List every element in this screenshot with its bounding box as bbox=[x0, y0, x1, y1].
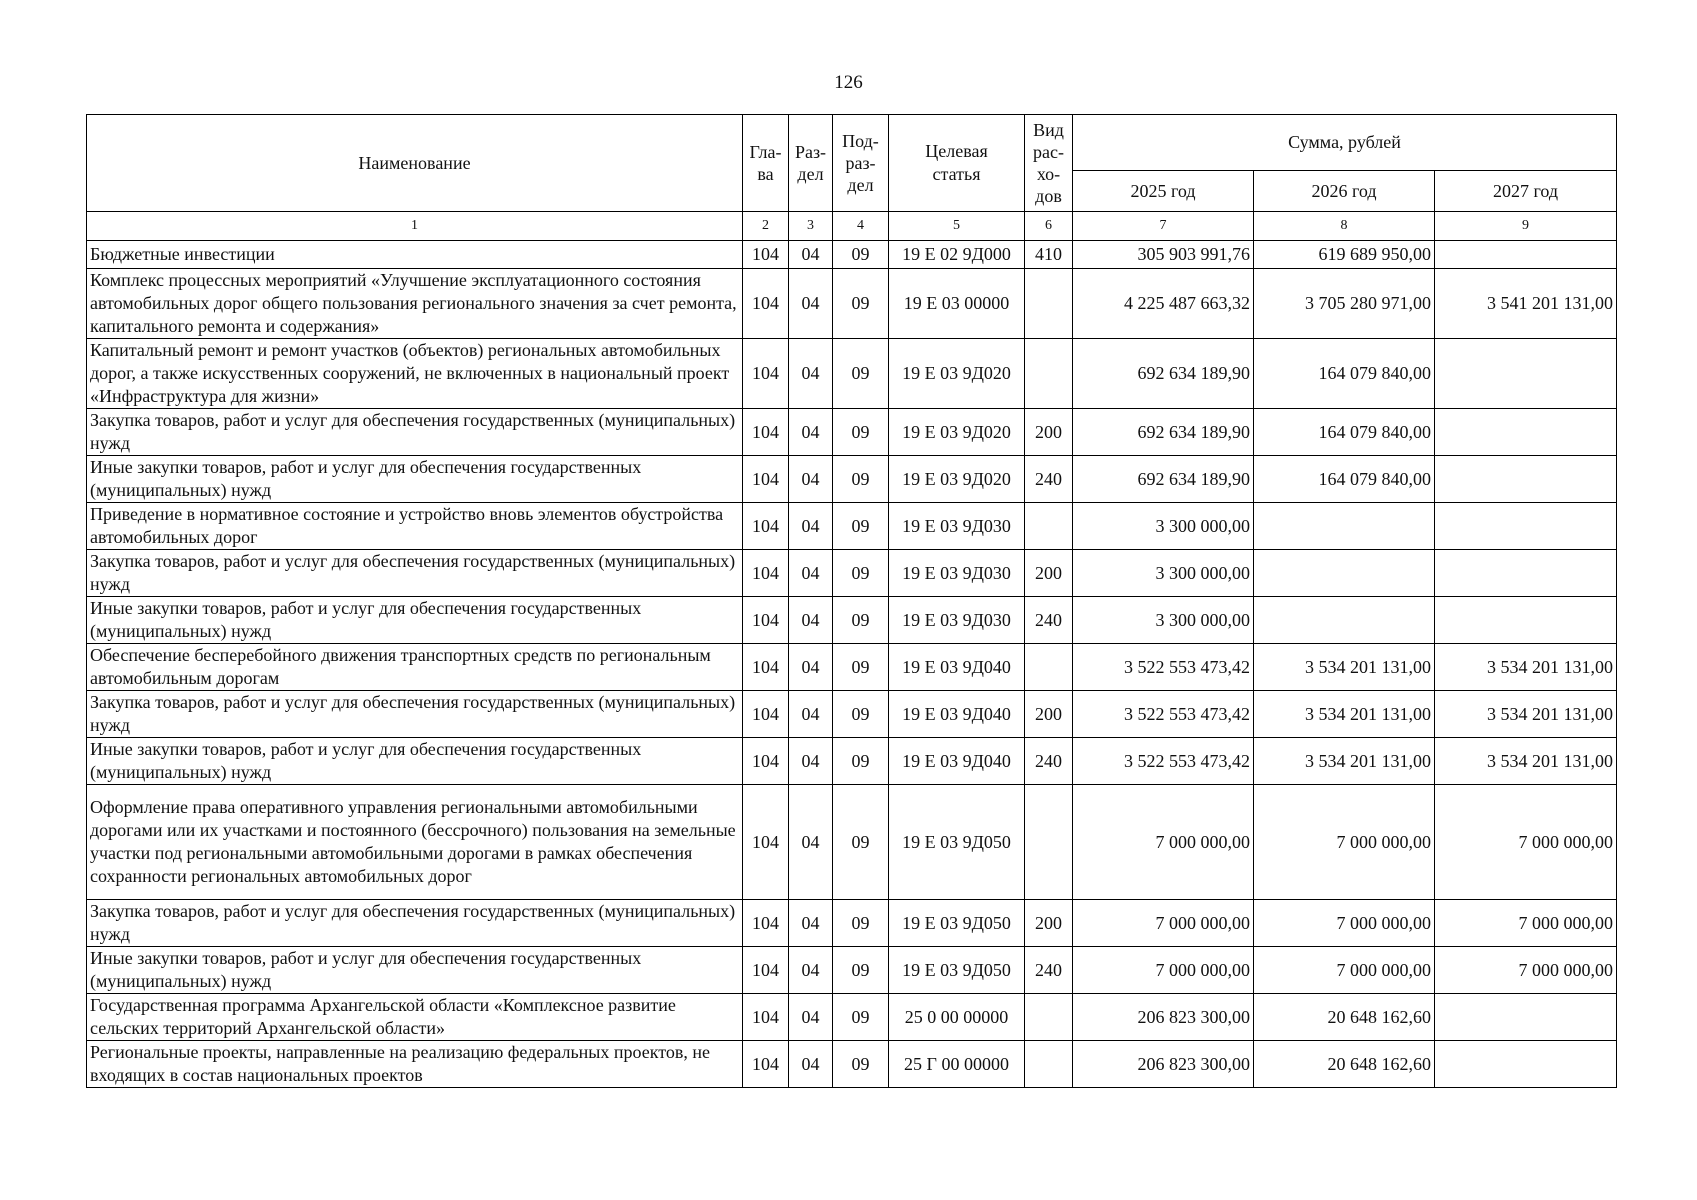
row-razdel: 04 bbox=[789, 550, 833, 597]
row-expense-type: 200 bbox=[1025, 409, 1073, 456]
column-numbers-row bbox=[87, 212, 1617, 241]
row-podrazdel: 09 bbox=[833, 597, 889, 644]
row-expense-type: 200 bbox=[1025, 550, 1073, 597]
row-glava: 104 bbox=[743, 339, 789, 409]
row-razdel: 04 bbox=[789, 269, 833, 339]
row-amount-2026 bbox=[1254, 597, 1435, 644]
row-target-article: 19 Е 03 00000 bbox=[889, 269, 1025, 339]
row-target-article: 19 Е 03 9Д030 bbox=[889, 597, 1025, 644]
page-number: 126 bbox=[834, 72, 863, 93]
header-razdel-text: Раз- дел bbox=[794, 142, 827, 184]
header-2026: 2026 год bbox=[1254, 171, 1435, 212]
header-2027: 2027 год bbox=[1435, 171, 1617, 212]
row-target-article: 19 Е 03 9Д020 bbox=[889, 456, 1025, 503]
row-amount-2026: 20 648 162,60 bbox=[1254, 994, 1435, 1041]
row-name: Иные закупки товаров, работ и услуг для обеспечения государственных (муниципальных) нужд bbox=[87, 456, 743, 503]
row-amount-2026: 20 648 162,60 bbox=[1254, 1041, 1435, 1088]
row-name: Бюджетные инвестиции bbox=[87, 241, 743, 269]
row-amount-2026: 164 079 840,00 bbox=[1254, 409, 1435, 456]
row-target-article: 19 Е 03 9Д040 bbox=[889, 738, 1025, 785]
column-number: 2 bbox=[743, 212, 789, 241]
table-row bbox=[87, 691, 1617, 738]
row-name: Закупка товаров, работ и услуг для обеспечения государственных (муниципальных) нужд bbox=[87, 409, 743, 456]
row-name: Иные закупки товаров, работ и услуг для обеспечения государственных (муниципальных) нужд bbox=[87, 947, 743, 994]
row-razdel: 04 bbox=[789, 738, 833, 785]
row-name: Капитальный ремонт и ремонт участков (объектов) региональных автомобильных дорог, а также искусственных сооружений, не включенных в национальный проект «Инфраструктура для жизни» bbox=[87, 339, 743, 409]
row-amount-2026: 3 534 201 131,00 bbox=[1254, 738, 1435, 785]
row-name: Закупка товаров, работ и услуг для обеспечения государственных (муниципальных) нужд bbox=[87, 550, 743, 597]
row-podrazdel: 09 bbox=[833, 241, 889, 269]
row-glava: 104 bbox=[743, 691, 789, 738]
row-target-article: 19 Е 02 9Д000 bbox=[889, 241, 1025, 269]
row-target-article: 19 Е 03 9Д020 bbox=[889, 339, 1025, 409]
column-number: 8 bbox=[1254, 212, 1435, 241]
row-amount-2027: 3 534 201 131,00 bbox=[1435, 738, 1617, 785]
row-name: Иные закупки товаров, работ и услуг для обеспечения государственных (муниципальных) нужд bbox=[87, 738, 743, 785]
row-glava: 104 bbox=[743, 241, 789, 269]
row-podrazdel: 09 bbox=[833, 409, 889, 456]
row-razdel: 04 bbox=[789, 691, 833, 738]
row-expense-type: 410 bbox=[1025, 241, 1073, 269]
row-amount-2025: 3 522 553 473,42 bbox=[1073, 691, 1254, 738]
row-razdel: 04 bbox=[789, 456, 833, 503]
row-amount-2027 bbox=[1435, 339, 1617, 409]
row-name: Иные закупки товаров, работ и услуг для обеспечения государственных (муниципальных) нужд bbox=[87, 597, 743, 644]
header-celevaya-text: Целевая статья bbox=[925, 141, 988, 184]
row-expense-type: 240 bbox=[1025, 738, 1073, 785]
budget-table bbox=[86, 114, 1617, 1088]
row-name: Региональные проекты, направленные на реализацию федеральных проектов, не входящих в состав национальных проектов bbox=[87, 1041, 743, 1088]
column-number: 5 bbox=[889, 212, 1025, 241]
row-glava: 104 bbox=[743, 269, 789, 339]
row-amount-2027 bbox=[1435, 597, 1617, 644]
row-podrazdel: 09 bbox=[833, 456, 889, 503]
row-amount-2027 bbox=[1435, 409, 1617, 456]
row-glava: 104 bbox=[743, 456, 789, 503]
column-number: 3 bbox=[789, 212, 833, 241]
row-target-article: 19 Е 03 9Д040 bbox=[889, 691, 1025, 738]
row-expense-type bbox=[1025, 1041, 1073, 1088]
row-name: Комплекс процессных мероприятий «Улучшение эксплуатационного состояния автомобильных дорог общего пользования регионального значения за счет ремонта, капитального ремонта и содержания» bbox=[87, 269, 743, 339]
row-glava: 104 bbox=[743, 994, 789, 1041]
row-glava: 104 bbox=[743, 1041, 789, 1088]
row-glava: 104 bbox=[743, 597, 789, 644]
row-glava: 104 bbox=[743, 947, 789, 994]
row-razdel: 04 bbox=[789, 1041, 833, 1088]
row-target-article: 19 Е 03 9Д050 bbox=[889, 900, 1025, 947]
row-razdel: 04 bbox=[789, 785, 833, 900]
row-amount-2027 bbox=[1435, 241, 1617, 269]
row-podrazdel: 09 bbox=[833, 900, 889, 947]
row-expense-type: 200 bbox=[1025, 691, 1073, 738]
row-razdel: 04 bbox=[789, 597, 833, 644]
row-glava: 104 bbox=[743, 409, 789, 456]
row-podrazdel: 09 bbox=[833, 269, 889, 339]
row-expense-type bbox=[1025, 785, 1073, 900]
column-number: 9 bbox=[1435, 212, 1617, 241]
table-row bbox=[87, 900, 1617, 947]
row-glava: 104 bbox=[743, 738, 789, 785]
header-glava bbox=[743, 115, 789, 212]
header-vid bbox=[1025, 115, 1073, 212]
table-row bbox=[87, 241, 1617, 269]
header-celevaya bbox=[889, 115, 1025, 212]
table-row bbox=[87, 269, 1617, 339]
row-amount-2027 bbox=[1435, 456, 1617, 503]
row-amount-2027 bbox=[1435, 550, 1617, 597]
row-amount-2026: 164 079 840,00 bbox=[1254, 456, 1435, 503]
row-target-article: 25 Г 00 00000 bbox=[889, 1041, 1025, 1088]
row-target-article: 19 Е 03 9Д030 bbox=[889, 503, 1025, 550]
row-amount-2027: 7 000 000,00 bbox=[1435, 947, 1617, 994]
table-row bbox=[87, 409, 1617, 456]
row-razdel: 04 bbox=[789, 994, 833, 1041]
row-amount-2025: 305 903 991,76 bbox=[1073, 241, 1254, 269]
row-target-article: 19 Е 03 9Д030 bbox=[889, 550, 1025, 597]
table-row bbox=[87, 994, 1617, 1041]
row-target-article: 19 Е 03 9Д050 bbox=[889, 785, 1025, 900]
column-number: 1 bbox=[87, 212, 743, 241]
header-summa: Сумма, рублей bbox=[1073, 115, 1617, 171]
row-expense-type bbox=[1025, 644, 1073, 691]
row-target-article: 19 Е 03 9Д040 bbox=[889, 644, 1025, 691]
row-amount-2027: 7 000 000,00 bbox=[1435, 785, 1617, 900]
row-podrazdel: 09 bbox=[833, 644, 889, 691]
header-glava-text: Гла- ва bbox=[749, 142, 782, 184]
header-podrazdel bbox=[833, 115, 889, 212]
row-expense-type: 240 bbox=[1025, 456, 1073, 503]
row-amount-2026: 619 689 950,00 bbox=[1254, 241, 1435, 269]
row-expense-type bbox=[1025, 339, 1073, 409]
row-amount-2025: 206 823 300,00 bbox=[1073, 994, 1254, 1041]
row-glava: 104 bbox=[743, 900, 789, 947]
row-podrazdel: 09 bbox=[833, 550, 889, 597]
table-row bbox=[87, 503, 1617, 550]
row-name: Государственная программа Архангельской области «Комплексное развитие сельских территорий Архангельской области» bbox=[87, 994, 743, 1041]
table-body bbox=[87, 241, 1617, 1088]
row-amount-2025: 692 634 189,90 bbox=[1073, 409, 1254, 456]
row-amount-2026: 7 000 000,00 bbox=[1254, 947, 1435, 994]
row-amount-2026: 3 534 201 131,00 bbox=[1254, 644, 1435, 691]
row-amount-2026 bbox=[1254, 503, 1435, 550]
row-target-article: 19 Е 03 9Д020 bbox=[889, 409, 1025, 456]
row-razdel: 04 bbox=[789, 503, 833, 550]
row-name: Оформление права оперативного управления региональными автомобильными дорогами или их участками и постоянного (бессрочного) пользования на земельные участки под региональными автомобильными дорогами в рамках обеспечения сохранности региональных автомобильных дорог bbox=[87, 785, 743, 900]
row-amount-2027 bbox=[1435, 503, 1617, 550]
row-amount-2027: 7 000 000,00 bbox=[1435, 900, 1617, 947]
table-row bbox=[87, 597, 1617, 644]
table-row bbox=[87, 785, 1617, 900]
row-amount-2027: 3 534 201 131,00 bbox=[1435, 644, 1617, 691]
row-podrazdel: 09 bbox=[833, 1041, 889, 1088]
row-amount-2025: 7 000 000,00 bbox=[1073, 900, 1254, 947]
row-amount-2025: 692 634 189,90 bbox=[1073, 339, 1254, 409]
row-podrazdel: 09 bbox=[833, 691, 889, 738]
row-glava: 104 bbox=[743, 785, 789, 900]
row-name: Обеспечение бесперебойного движения транспортных средств по региональным автомобильным дорогам bbox=[87, 644, 743, 691]
row-name: Приведение в нормативное состояние и устройство вновь элементов обустройства автомобильных дорог bbox=[87, 503, 743, 550]
row-name: Закупка товаров, работ и услуг для обеспечения государственных (муниципальных) нужд bbox=[87, 691, 743, 738]
row-expense-type: 240 bbox=[1025, 947, 1073, 994]
row-podrazdel: 09 bbox=[833, 994, 889, 1041]
row-expense-type bbox=[1025, 503, 1073, 550]
row-amount-2025: 692 634 189,90 bbox=[1073, 456, 1254, 503]
column-number: 4 bbox=[833, 212, 889, 241]
row-amount-2025: 7 000 000,00 bbox=[1073, 947, 1254, 994]
row-target-article: 19 Е 03 9Д050 bbox=[889, 947, 1025, 994]
row-razdel: 04 bbox=[789, 339, 833, 409]
row-amount-2025: 7 000 000,00 bbox=[1073, 785, 1254, 900]
row-podrazdel: 09 bbox=[833, 503, 889, 550]
table-row bbox=[87, 947, 1617, 994]
table-row bbox=[87, 456, 1617, 503]
row-amount-2026: 3 534 201 131,00 bbox=[1254, 691, 1435, 738]
table-row bbox=[87, 550, 1617, 597]
row-amount-2026: 7 000 000,00 bbox=[1254, 785, 1435, 900]
row-amount-2026: 3 705 280 971,00 bbox=[1254, 269, 1435, 339]
table-row bbox=[87, 738, 1617, 785]
row-razdel: 04 bbox=[789, 947, 833, 994]
row-amount-2025: 4 225 487 663,32 bbox=[1073, 269, 1254, 339]
table-row bbox=[87, 644, 1617, 691]
header-2025: 2025 год bbox=[1073, 171, 1254, 212]
row-podrazdel: 09 bbox=[833, 339, 889, 409]
row-expense-type bbox=[1025, 269, 1073, 339]
table-header bbox=[87, 115, 1617, 241]
row-amount-2025: 206 823 300,00 bbox=[1073, 1041, 1254, 1088]
row-amount-2026: 164 079 840,00 bbox=[1254, 339, 1435, 409]
row-razdel: 04 bbox=[789, 409, 833, 456]
row-glava: 104 bbox=[743, 644, 789, 691]
row-razdel: 04 bbox=[789, 900, 833, 947]
column-number: 7 bbox=[1073, 212, 1254, 241]
header-podrazdel-text: Под- раз- дел bbox=[842, 131, 879, 195]
row-name: Закупка товаров, работ и услуг для обеспечения государственных (муниципальных) нужд bbox=[87, 900, 743, 947]
row-expense-type: 200 bbox=[1025, 900, 1073, 947]
row-amount-2025: 3 300 000,00 bbox=[1073, 597, 1254, 644]
table-row bbox=[87, 339, 1617, 409]
row-podrazdel: 09 bbox=[833, 738, 889, 785]
row-amount-2027: 3 541 201 131,00 bbox=[1435, 269, 1617, 339]
row-amount-2025: 3 300 000,00 bbox=[1073, 503, 1254, 550]
column-number: 6 bbox=[1025, 212, 1073, 241]
row-amount-2027 bbox=[1435, 1041, 1617, 1088]
header-razdel bbox=[789, 115, 833, 212]
header-name: Наименование bbox=[87, 115, 743, 212]
row-razdel: 04 bbox=[789, 644, 833, 691]
row-glava: 104 bbox=[743, 503, 789, 550]
row-target-article: 25 0 00 00000 bbox=[889, 994, 1025, 1041]
row-amount-2026: 7 000 000,00 bbox=[1254, 900, 1435, 947]
row-amount-2027 bbox=[1435, 994, 1617, 1041]
row-razdel: 04 bbox=[789, 241, 833, 269]
row-podrazdel: 09 bbox=[833, 785, 889, 900]
table-row bbox=[87, 1041, 1617, 1088]
header-vid-text: Вид рас- хо- дов bbox=[1033, 120, 1064, 206]
row-amount-2025: 3 522 553 473,42 bbox=[1073, 644, 1254, 691]
row-expense-type: 240 bbox=[1025, 597, 1073, 644]
row-glava: 104 bbox=[743, 550, 789, 597]
row-expense-type bbox=[1025, 994, 1073, 1041]
row-amount-2025: 3 300 000,00 bbox=[1073, 550, 1254, 597]
row-amount-2026 bbox=[1254, 550, 1435, 597]
row-amount-2027: 3 534 201 131,00 bbox=[1435, 691, 1617, 738]
row-amount-2025: 3 522 553 473,42 bbox=[1073, 738, 1254, 785]
row-podrazdel: 09 bbox=[833, 947, 889, 994]
